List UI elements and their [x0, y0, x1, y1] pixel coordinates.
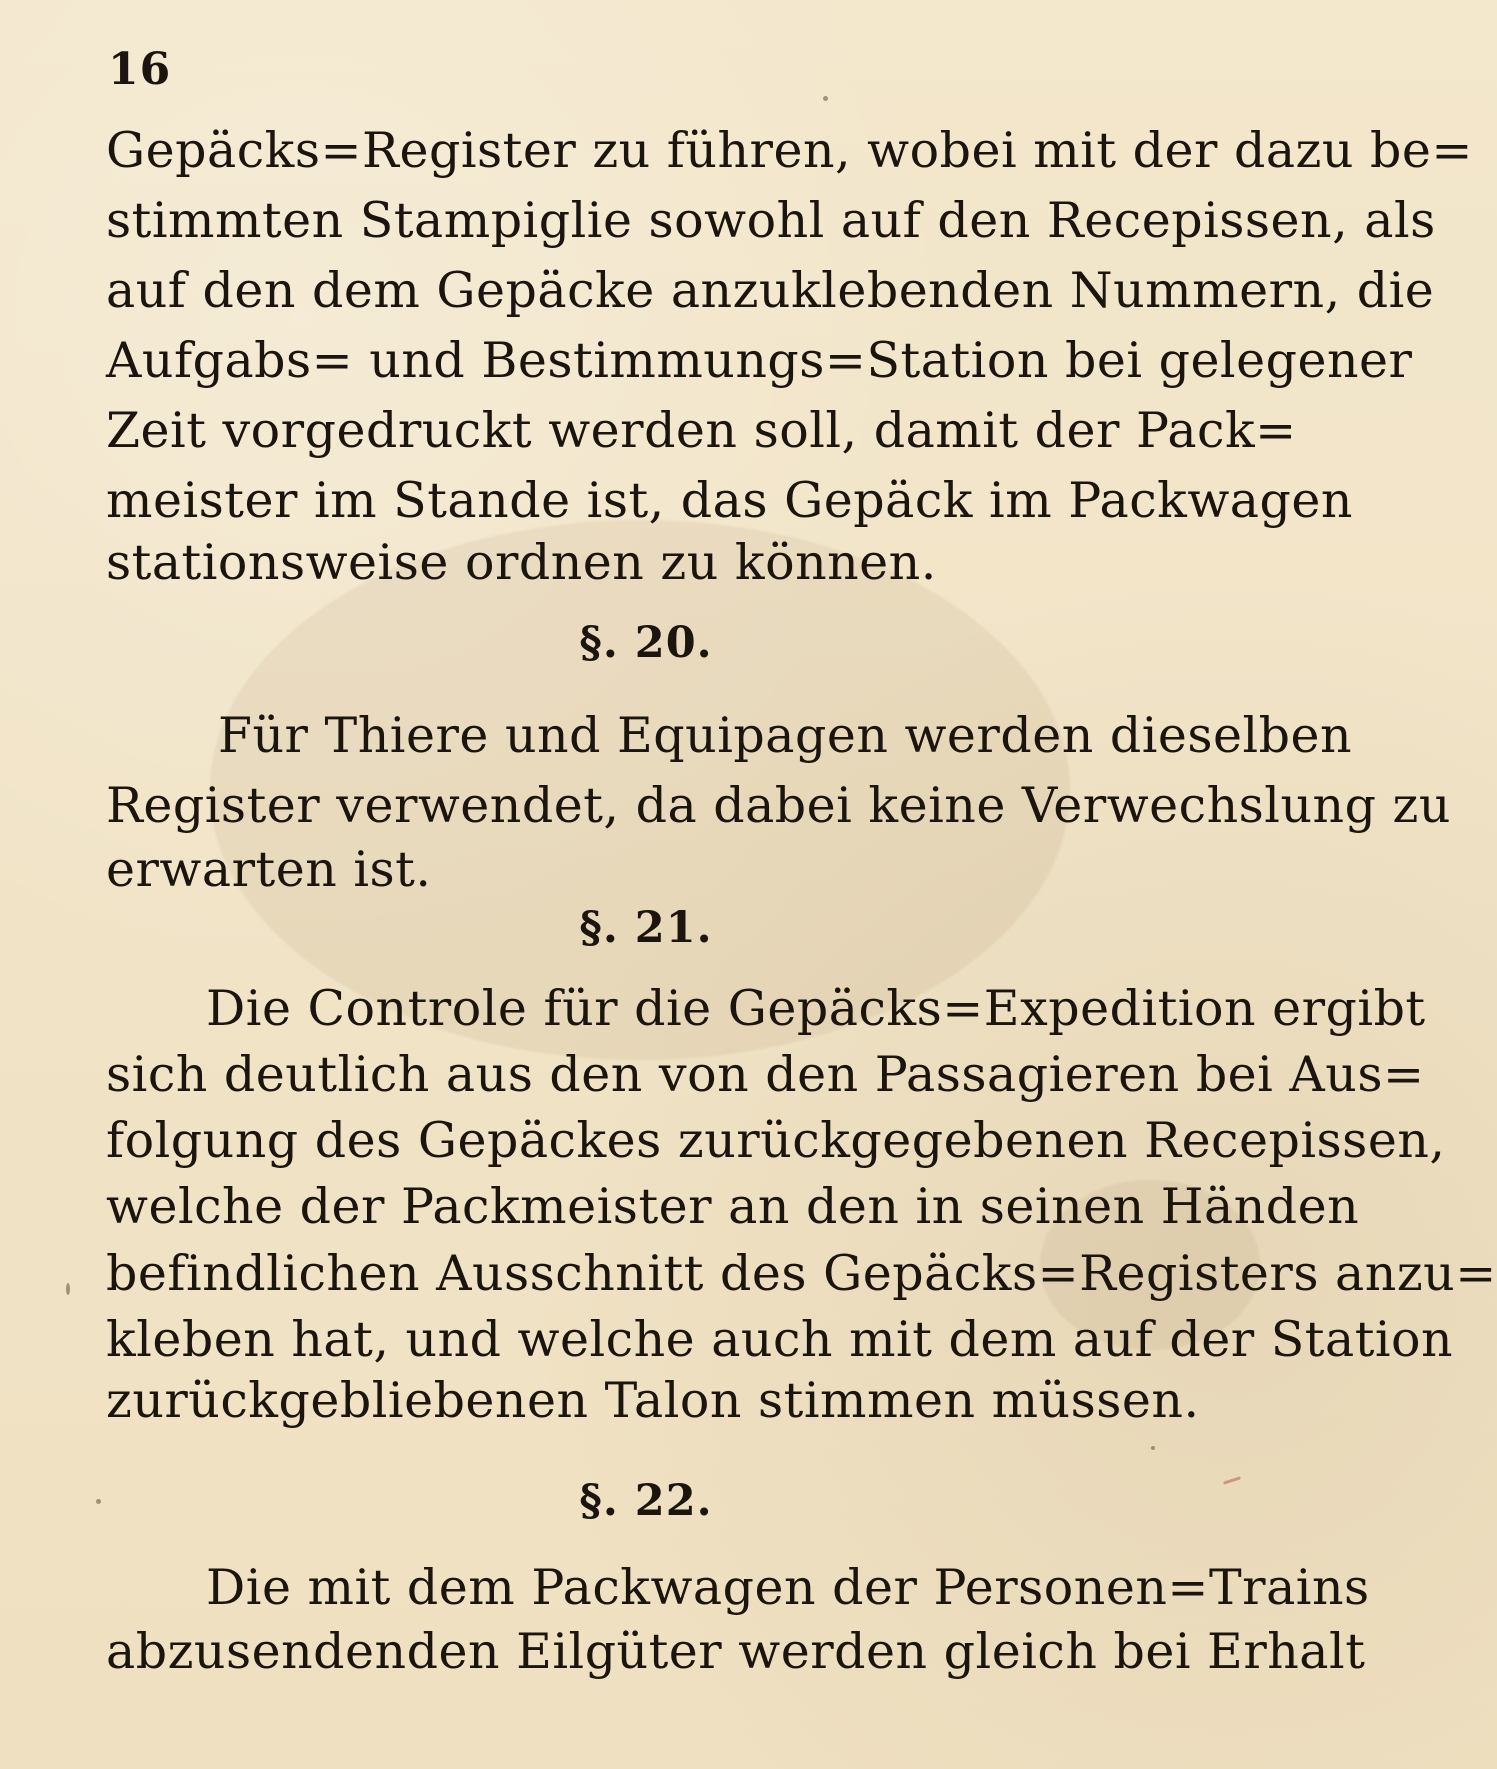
text-line: zurückgebliebenen Talon stimmen müssen.: [106, 1372, 1200, 1429]
section-heading-20: §. 20.: [579, 618, 713, 668]
paper-speck: [66, 1283, 70, 1295]
paper-speck: [823, 96, 828, 101]
paper-speck: [1151, 1446, 1155, 1450]
text-line: folgung des Gepäckes zurückgegebenen Recepissen,: [106, 1112, 1446, 1169]
text-line: Register verwendet, da dabei keine Verwechslung zu: [106, 777, 1451, 834]
text-line: Gepäcks=Register zu führen, wobei mit der dazu be=: [106, 122, 1473, 179]
text-line: stimmten Stampiglie sowohl auf den Recepissen, als: [106, 192, 1436, 249]
text-line: Die Controle für die Gepäcks=Expedition ergibt: [206, 980, 1426, 1037]
page-number: 16: [108, 44, 172, 95]
text-line: abzusendenden Eilgüter werden gleich bei Erhalt: [106, 1623, 1366, 1680]
text-line: Die mit dem Packwagen der Personen=Trains: [206, 1559, 1370, 1616]
text-line: erwarten ist.: [106, 841, 432, 898]
text-line: sich deutlich aus den von den Passagieren bei Aus=: [106, 1046, 1425, 1103]
text-line: welche der Packmeister an den in seinen Händen: [106, 1178, 1360, 1235]
text-line: kleben hat, und welche auch mit dem auf der Station: [106, 1311, 1454, 1368]
text-line: befindlichen Ausschnitt des Gepäcks=Registers anzu=: [106, 1245, 1497, 1302]
text-line: stationsweise ordnen zu können.: [106, 534, 937, 591]
text-line: Für Thiere und Equipagen werden dieselben: [218, 707, 1353, 764]
section-heading-21: §. 21.: [579, 903, 713, 953]
text-line: Aufgabs= und Bestimmungs=Station bei gelegener: [106, 332, 1413, 389]
text-line: auf den dem Gepäcke anzuklebenden Nummern, die: [106, 262, 1435, 319]
text-line: meister im Stande ist, das Gepäck im Packwagen: [106, 472, 1353, 529]
section-heading-22: §. 22.: [579, 1476, 713, 1526]
text-line: Zeit vorgedruckt werden soll, damit der Pack=: [106, 402, 1297, 459]
